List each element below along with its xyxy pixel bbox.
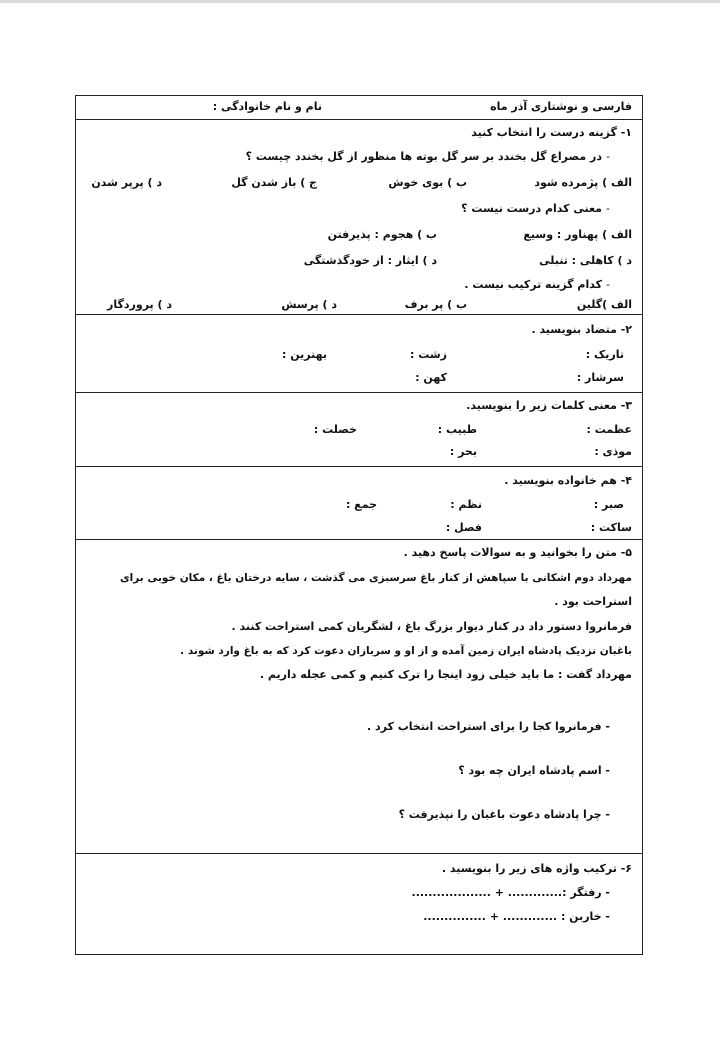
top-edge (0, 0, 720, 3)
passage-line-3: فرمانروا دستور داد در کنار دیوار بزرگ باغ ، لشگریان کمی استراحت کنند . (231, 620, 632, 633)
q1a-option-4: د ) پرپر شدن (91, 176, 162, 189)
q5-heading: ۵- متن را بخوانید و به سوالات پاسخ دهید . (403, 546, 632, 559)
q6-heading: ۶- ترکیب واژه های زیر را بنویسید . (441, 862, 632, 875)
q2-word-5: کهن : (415, 371, 447, 384)
q1-heading: ۱- گزینه درست را انتخاب کنید (471, 126, 632, 139)
q3-word-1: عظمت : (586, 423, 632, 436)
q4-word-1: صبر : (593, 498, 624, 511)
q6-word-2: - خاربن : ............. + ............... (423, 910, 610, 923)
q2-word-4: سرشار : (576, 371, 624, 384)
q6-word-1: - رفتگر :............. + ................... (411, 886, 610, 899)
q4-word-4: ساکت : (590, 521, 632, 534)
q4-word-5: فصل : (445, 521, 482, 534)
q1c-option-4: د ) پروردگار (107, 298, 172, 311)
question-5 (76, 540, 642, 854)
q1a-stem: در مصراع گل بخندد بر سر گل بوته ها منظور از گل بخندد چیست ؟ (245, 150, 602, 163)
student-name-label: نام و نام خانوادگی : (212, 100, 322, 113)
passage-line-1: مهرداد دوم اشکانی با سپاهش از کنار باغ سرسبزی می گذشت ، سایه درختان باغ ، مکان خوبی برای (119, 572, 632, 584)
question-3 (76, 393, 642, 467)
q1a-option-2: ب ) بوی خوش (388, 176, 467, 189)
q3-word-4: موذی : (594, 445, 632, 458)
q3-word-3: خصلت : (313, 423, 357, 436)
q4-word-3: جمع : (345, 498, 377, 511)
q2-word-2: زشت : (409, 348, 447, 361)
q1b-option-1: الف ) پهناور : وسیع (523, 228, 632, 241)
q5-question-1: - فرمانروا کجا را برای استراحت انتخاب کرد . (367, 720, 610, 733)
question-1 (76, 120, 642, 315)
question-6 (76, 854, 642, 954)
question-2 (76, 315, 642, 393)
q1c-option-3: د ) پرسش (281, 298, 337, 311)
q5-question-3: - چرا پادشاه دعوت باغبان را نپذیرفت ؟ (398, 808, 610, 821)
q4-word-2: نظم : (450, 498, 482, 511)
passage-line-2: استراحت بود . (554, 595, 632, 608)
q3-word-2: طبیب : (437, 423, 477, 436)
q2-word-3: بهترین : (282, 348, 327, 361)
bullet: - (606, 278, 610, 291)
exam-title: فارسی و نوشتاری آذر ماه (490, 100, 632, 113)
q1b-option-4: د ) ایثار : از خودگذشتگی (303, 254, 437, 267)
q2-word-1: تاریک : (585, 348, 624, 361)
passage-line-4: باغبان نزدیک پادشاه ایران زمین آمده و از او و سربازان دعوت کرد که به باغ وارد شوند . (180, 645, 632, 657)
q3-word-5: بحر : (449, 445, 477, 458)
question-4 (76, 467, 642, 540)
exam-sheet (75, 95, 643, 955)
q1b-option-3: د ) کاهلی : تنبلی (539, 254, 632, 267)
bullet: - (606, 150, 610, 163)
q1a-option-1: الف ) پژمرده شود (534, 176, 632, 189)
q1a-option-3: ج ) باز شدن گل (231, 176, 317, 189)
q3-heading: ۳- معنی کلمات زیر را بنویسید. (466, 399, 632, 412)
passage-line-5: مهرداد گفت : ما باید خیلی زود اینجا را ترک کنیم و کمی عجله داریم . (259, 668, 632, 681)
q1c-option-2: ب ) پر برف (404, 298, 467, 311)
q1c-stem: کدام گزینه ترکیب نیست . (464, 278, 602, 291)
q1c-option-1: الف )گلین (576, 298, 632, 311)
q1b-option-2: ب ) هجوم : پذیرفتن (327, 228, 437, 241)
q1b-stem: معنی کدام درست نیست ؟ (461, 202, 602, 215)
q5-question-2: - اسم پادشاه ایران چه بود ؟ (458, 764, 610, 777)
q4-heading: ۴- هم خانواده بنویسید . (504, 474, 632, 487)
header-row (76, 96, 642, 120)
bullet: - (606, 202, 610, 215)
q2-heading: ۲- متضاد بنویسید . (531, 323, 632, 336)
